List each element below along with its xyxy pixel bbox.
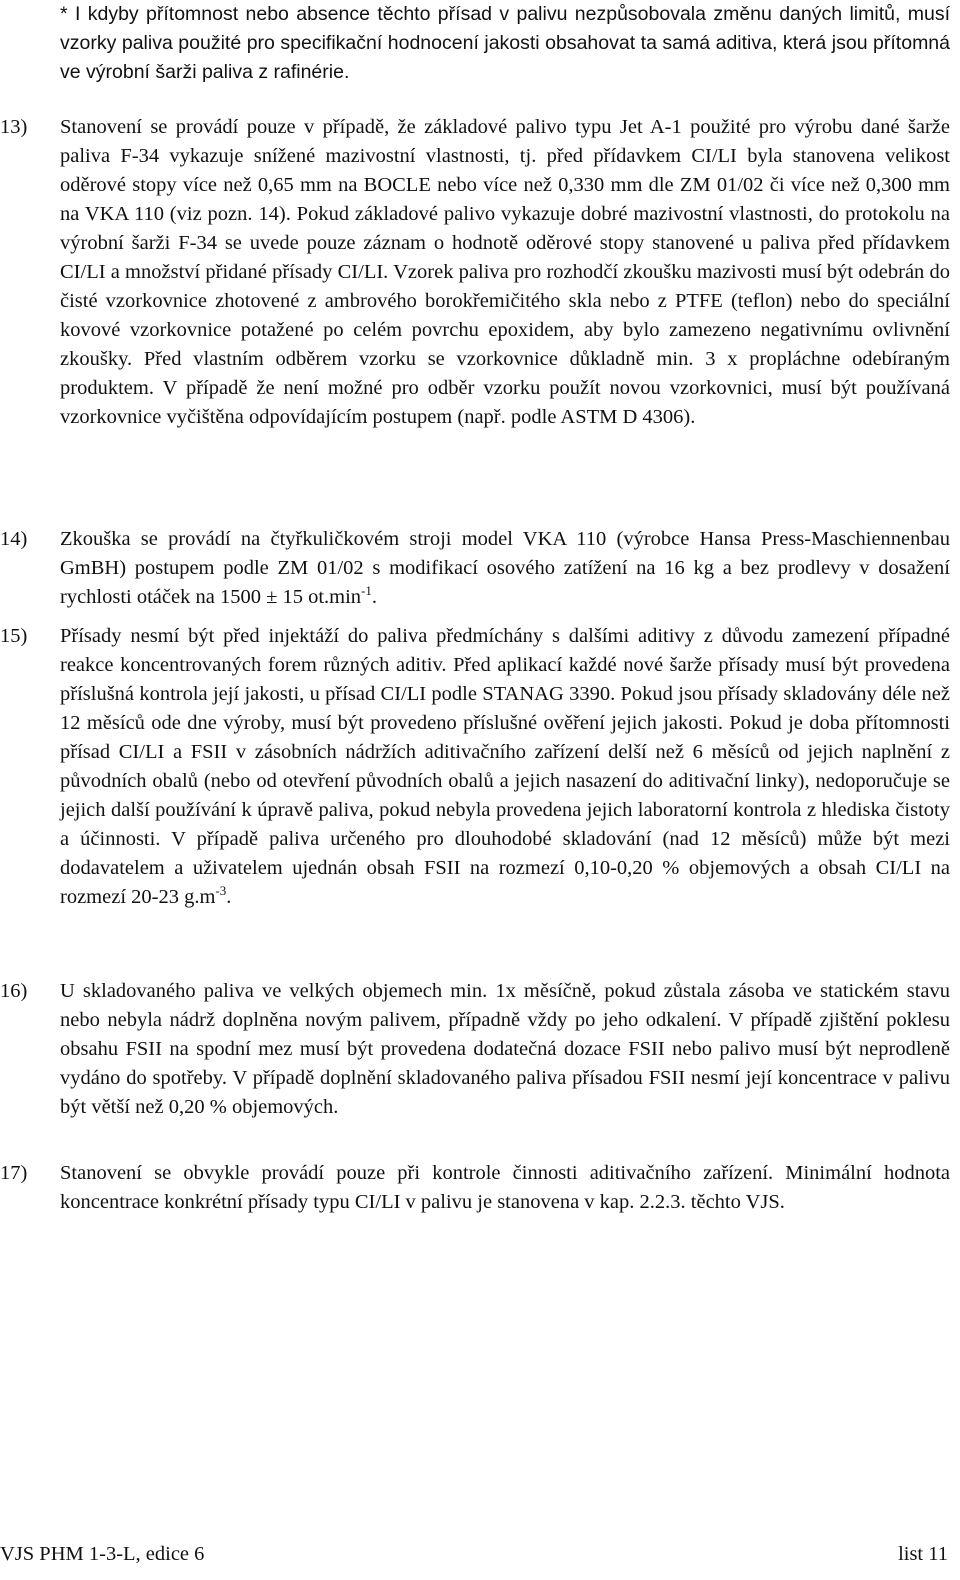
note-number: 14) (0, 528, 28, 550)
note-14 (0, 525, 950, 612)
note-text: Stanovení se obvykle provádí pouze při kontrole činnosti aditivačního zařízení. Minimální hodnota koncentrace konkrétní přísady typu CI/LI v palivu je stanovena v kap. 2.2.3. těchto VJS. (60, 1162, 950, 1213)
note-text-main: Zkouška se provádí na čtyřkuličkovém stroji model VKA 110 (výrobce Hansa Press-Maschiennenbau GmBH) postupem podle ZM 01/02 s modifikací osového zatížení na 16 kg a bez prodlevy v dosažení rychlosti otáček na 1500 ± 15 ot.min (60, 528, 950, 608)
note-text-tail: . (371, 586, 378, 608)
footnote-star: * (60, 3, 68, 25)
note-number: 15) (0, 625, 28, 647)
note-number: 13) (0, 116, 28, 138)
intro-footnote-text: I kdyby přítomnost nebo absence těchto přísad v palivu nezpůsobovala změnu daných limitů, musí vzorky paliva použité pro specifikační hodnocení jakosti obsahovat ta samá aditiva, která jsou přítomná ve výrobní šarži paliva z rafinérie. (60, 3, 950, 83)
note-number: 17) (0, 1162, 28, 1184)
note-13 (0, 113, 950, 432)
intro-footnote (60, 0, 950, 87)
note-text-tail: . (226, 886, 232, 908)
note-text (60, 622, 950, 912)
note-17 (0, 1159, 950, 1217)
footer-document-id: VJS PHM 1-3-L, edice 6 (0, 1543, 205, 1565)
note-text-main: Přísady nesmí být před injektáží do paliva předmíchány s dalšími aditivy z důvodu zamezení případné reakce koncentrovaných forem různých aditiv. Před aplikací každé nové šarže přísady musí být provedena příslušná kontrola její jakosti, u přísad CI/LI podle STANAG 3390. Pokud jsou přísady skladovány déle než 12 měsíců ode dne výroby, musí být provedeno příslušné ověření jejich jakosti. Pokud je doba přítomnosti přísad CI/LI a FSII v zásobních nádržích aditivačního zařízení delší než 6 měsíců od jejich naplnění z původních obalů (nebo od otevření původních obalů a jejich nasazení do aditivační linky), nedoporučuje se jejich další používání k úpravě paliva, pokud nebyla provedena jejich laboratorní kontrola z hlediska čistoty a účinnosti. V případě paliva určeného pro dlouhodobé skladování (nad 12 měsíců) může být mezi dodavatelem a uživatelem ujednán obsah FSII na rozmezí 0,10-0,20 % objemových a obsah CI/LI na rozmezí 20-23 g.m (60, 625, 950, 908)
note-15 (0, 622, 950, 912)
note-number: 16) (0, 980, 28, 1002)
note-text: U skladovaného paliva ve velkých objemech min. 1x měsíčně, pokud zůstala zásoba ve statickém stavu nebo nebyla nádrž doplněna novým palivem, případně vždy po jeho odkalení. V případě zjištění poklesu obsahu FSII na spodní mez musí být provedena dodatečná dozace FSII nebo palivo musí být neprodleně vydáno do spotřeby. V případě doplnění skladovaného paliva přísadou FSII nesmí její koncentrace v palivu být větší než 0,20 % objemových. (60, 980, 950, 1118)
note-text (60, 525, 950, 612)
note-16 (0, 977, 950, 1122)
note-superscript: -1 (361, 583, 372, 599)
note-text: Stanovení se provádí pouze v případě, že základové palivo typu Jet A-1 použité pro výrobu dané šarže paliva F-34 vykazuje snížené mazivostní vlastnosti, tj. před přídavkem CI/LI byla stanovena velikost oděrové stopy více než 0,65 mm na BOCLE nebo více než 0,330 mm dle ZM 01/02 či více než 0,300 mm na VKA 110 (viz pozn. 14). Pokud základové palivo vykazuje dobré mazivostní vlastnosti, do protokolu na výrobní šarži F-34 se uvede pouze záznam o hodnotě oděrové stopy stanovené u paliva před přídavkem CI/LI a množství přidané přísady CI/LI. Vzorek paliva pro rozhodčí zkoušku mazivosti musí být odebrán do čisté vzorkovnice zhotovené z ambrového borokřemičitého skla nebo z PTFE (teflon) nebo do speciální kovové vzorkovnice potažené po celém povrchu epoxidem, aby bylo zamezeno negativnímu ovlivnění zkoušky. Před vlastním odběrem vzorku se vzorkovnice důkladně min. 3 x propláchne odebíraným produktem. V případě že není možné pro odběr vzorku použít novou vzorkovnici, musí být používaná vzorkovnice vyčištěna odpovídajícím postupem (např. podle ASTM D 4306). (60, 116, 950, 428)
footer-page-number: list 11 (898, 1543, 948, 1565)
note-superscript: -3 (215, 883, 227, 899)
